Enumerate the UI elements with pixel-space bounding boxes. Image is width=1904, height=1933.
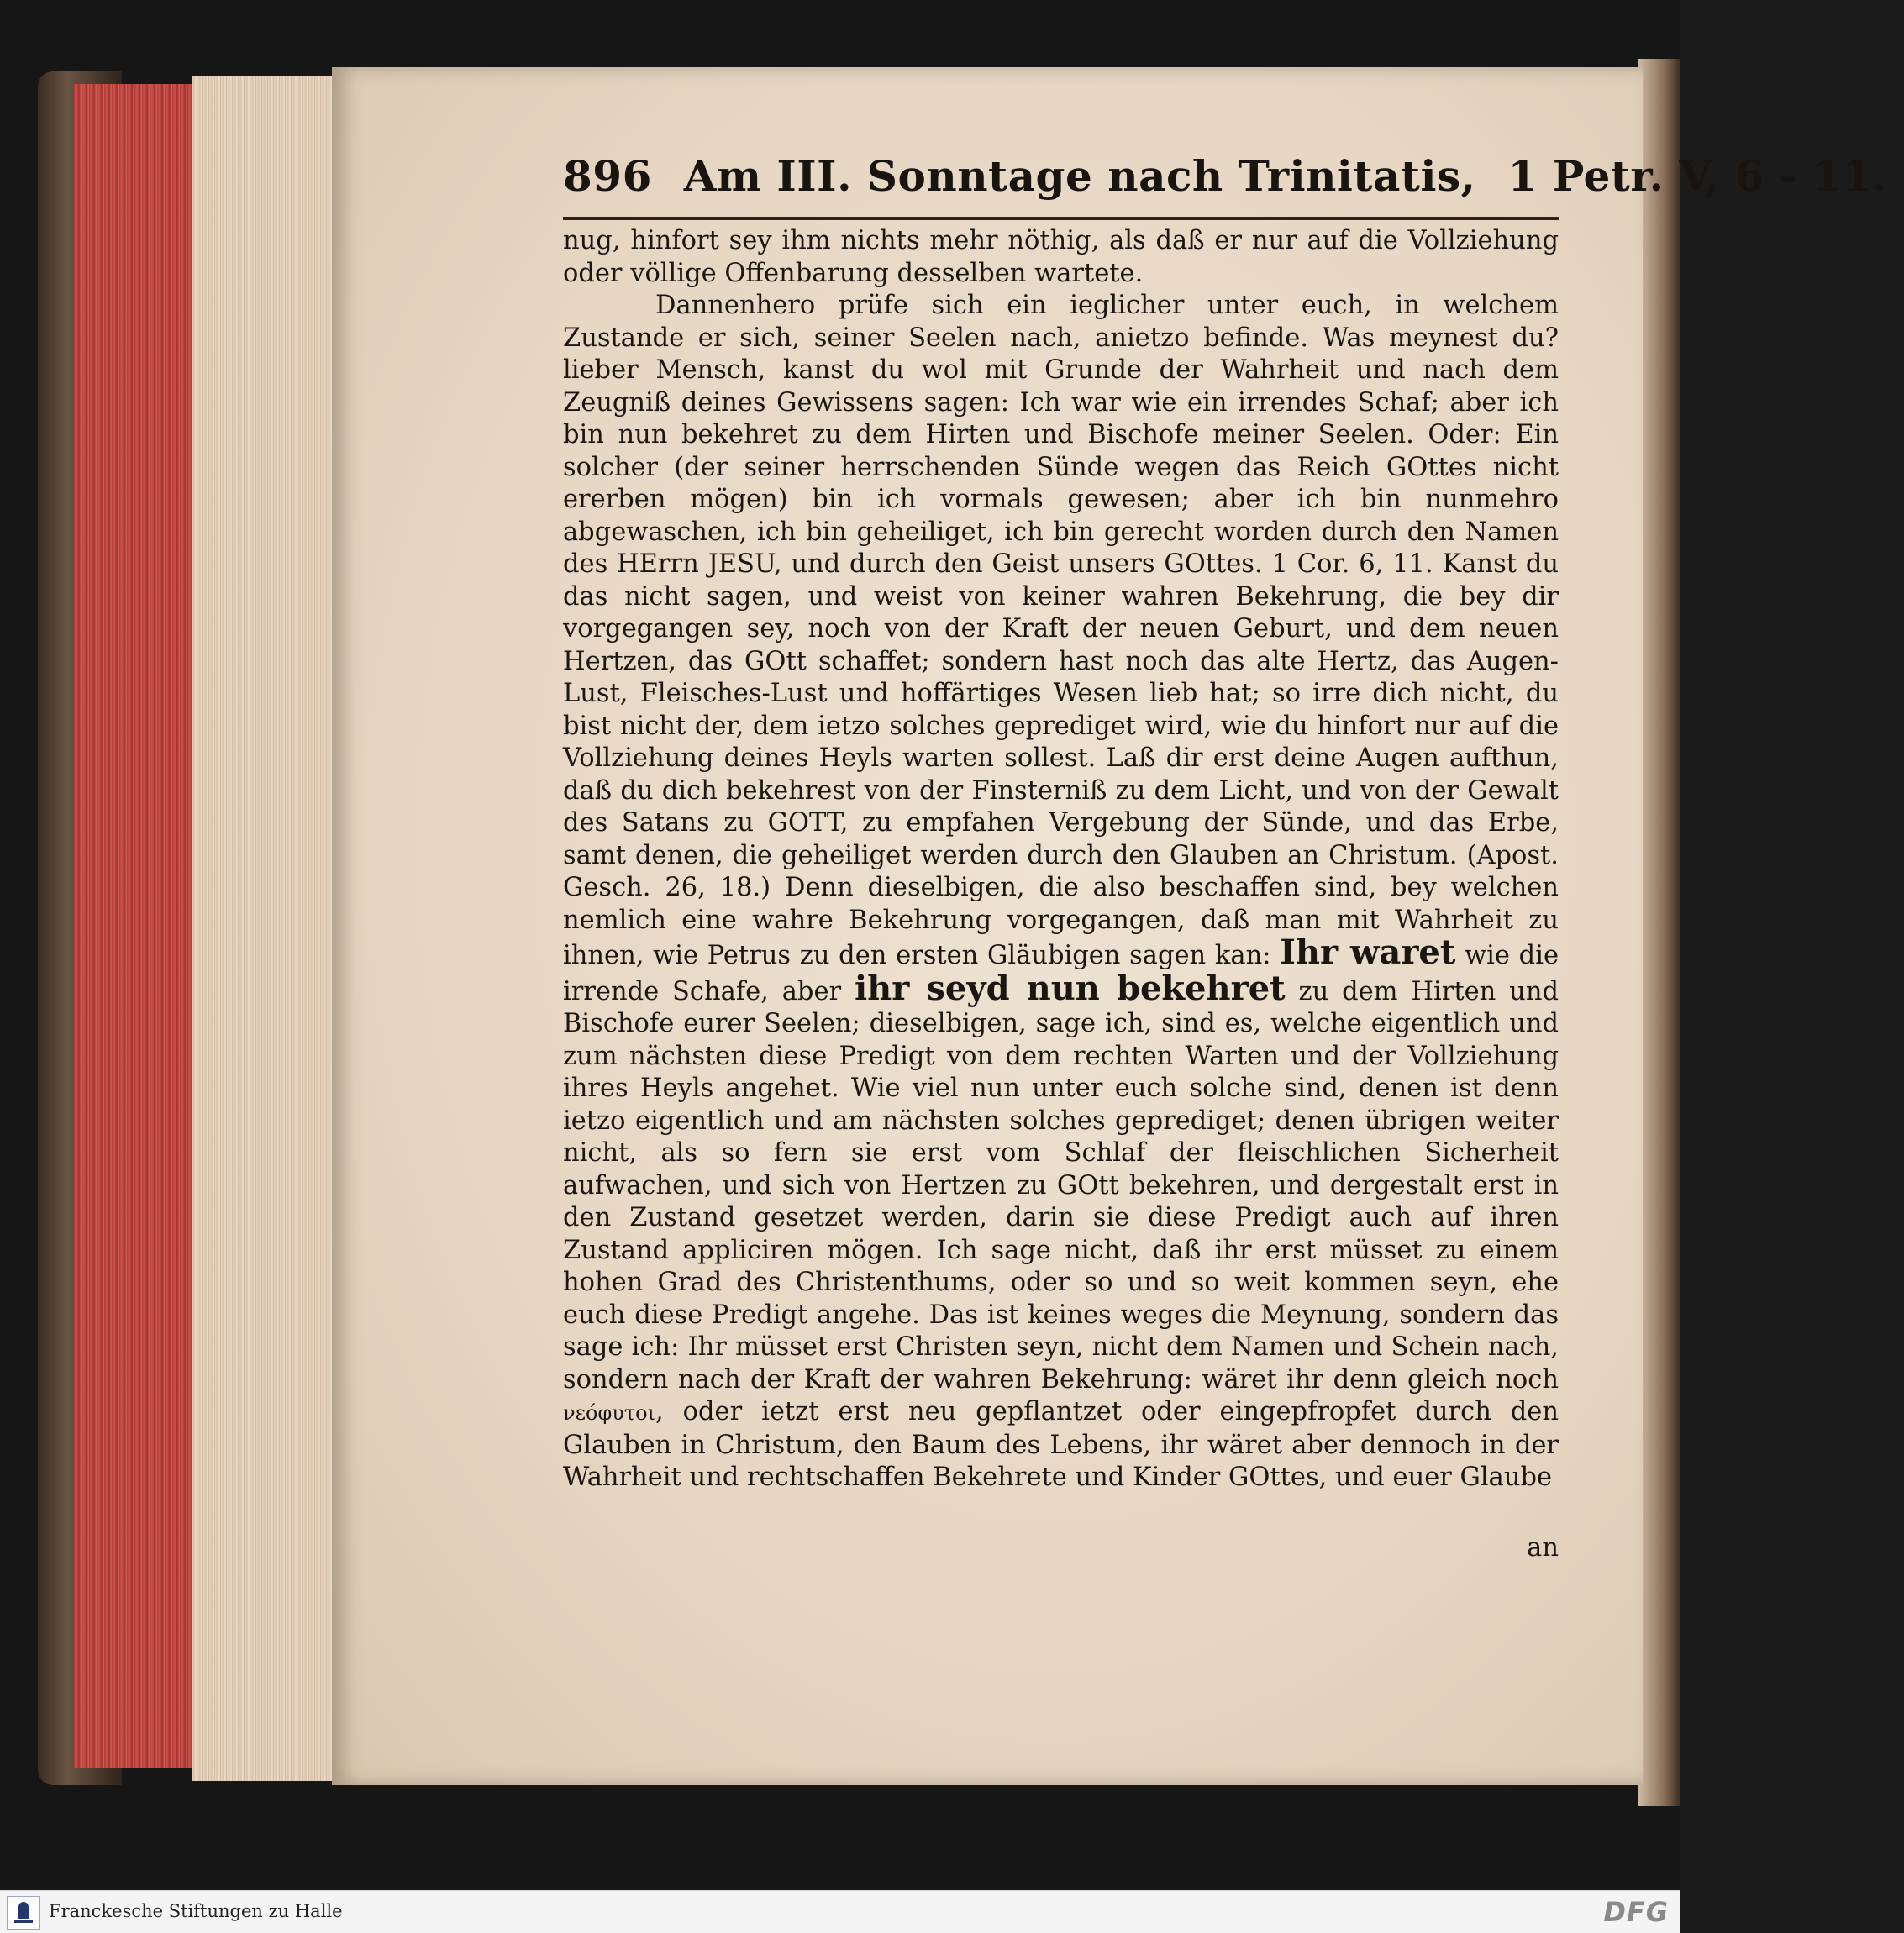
continuation-line: nug, hinfort sey ihm nichts mehr nöthig, als daß er nur auf die Vollziehung oder völlige Offenbarung desselben wartete. (563, 226, 1559, 288)
emphasis-quote-1: Ihr waret (1280, 932, 1456, 972)
page-header (563, 151, 1887, 214)
red-page-edges (74, 84, 196, 1768)
paragraph-part-c: , oder ietzt erst neu gepflantzet oder eingepfropfet durch den Glauben in Christum, den Baum des Lebens, ihr wäret aber dennoch in der Wahrheit und rechtschaffen Bekehrete und Kinder GOttes, und euer Glaube (563, 1397, 1559, 1492)
header-rule (563, 217, 1559, 220)
paragraph-part-a: Dannenhero prüfe sich ein ieglicher unter euch, in welchem Zustande er sich, seiner Seelen nach, anietzo befinde. Was meynest du? lieber Mensch, kanst du wol mit Grunde der Wahrheit und nach dem Zeugniß deines Gewissens sagen: Ich war wie ein irrendes Schaf; aber ich bin nun bekehret zu dem Hirten und Bischofe meiner Seelen. Oder: Ein solcher (der seiner herrschenden Sünde wegen das Reich GOttes nicht ererben mögen) bin ich vormals gewesen; aber ich bin nunmehro abgewaschen, ich bin geheiliget, ich bin gerecht worden durch den Namen des HErrn JESU, und durch den Geist unsers GOttes. 1 Cor. 6, 11. Kanst du das nicht sagen, und weist von keiner wahren Bekehrung, die bey dir vorgegangen sey, noch von der Kraft der neuen Geburt, und dem neuen Hertzen, das GOtt schaffet; sondern hast noch das alte Hertz, das Augen-Lust, Fleisches-Lust und hoffärtiges Wesen lieb hat; so irre dich nicht, du bist nicht der, dem ietzo solches geprediget wird, wie du hinfort nur auf die Vollziehung deines Heyls warten sollest. Laß dir erst deine Augen aufthun, daß du dich bekehrest von der Finsterniß zu dem Licht, und von der Gewalt des Satans zu GOTT, zu empfahen Vergebung der Sünde, und das Erbe, samt denen, die geheiliget werden durch den Glauben an Christum. (Apost. Gesch. 26, 18.) Denn dieselbigen, die also beschaffen sind, bey welchen nemlich eine wahre Bekehrung vorgegangen, daß man mit Wahrheit zu ihnen, wie Petrus zu den ersten Gläubigen sagen kan: (563, 291, 1559, 970)
quote-text: wie die irrende Schafe, aber (563, 941, 1559, 1006)
dfg-logo[interactable]: DFG (1603, 1896, 1669, 1928)
running-title: Am III. Sonntage nach Trinitatis, (683, 151, 1476, 201)
emphasis-quote-2: ihr seyd nun bekehret (854, 968, 1286, 1008)
page-number: 896 (563, 151, 652, 201)
logo-base (14, 1920, 33, 1923)
main-paragraph (563, 290, 1559, 1494)
greek-word: νεόφυτοι (563, 1401, 656, 1425)
institution-name[interactable]: Franckesche Stiftungen zu Halle (49, 1901, 343, 1921)
catchword: an (1527, 1533, 1559, 1563)
body-text (563, 225, 1559, 1494)
book-cover-right (1638, 59, 1680, 1806)
logo-figure (18, 1902, 29, 1919)
scripture-reference: 1 Petr. V, 6 - 11. (1507, 151, 1887, 201)
page-stack (192, 76, 334, 1781)
viewer-footer (0, 1890, 1680, 1933)
institution-logo-icon[interactable] (7, 1896, 40, 1930)
paragraph-part-b: zu dem Hirten und Bischofe eurer Seelen; dieselbigen, sage ich, sind es, welche eigentlich und zum nächsten diese Predigt von dem rechten Warten und der Vollziehung ihres Heyls angehet. Wie viel nun unter euch solche sind, denen ist denn ietzo eigentlich und am nächsten solches geprediget; denen übrigen weiter nicht, als so fern sie erst vom Schlaf der fleischlichen Sicherheit aufwachen, und sich von Hertzen zu GOtt bekehren, und dergestalt erst in den Zustand gesetzet werden, darin sie diese Predigt auch auf ihren Zustand appliciren mögen. Ich sage nicht, daß ihr erst müsset zu einem hohen Grad des Christenthums, oder so und so weit kommen seyn, ehe euch diese Predigt angehe. Das ist keines weges die Meynung, sondern das sage ich: Ihr müsset erst Christen seyn, nicht dem Namen und Schein nach, sondern nach der Kraft der wahren Bekehrung: wäret ihr denn gleich noch (563, 976, 1559, 1395)
